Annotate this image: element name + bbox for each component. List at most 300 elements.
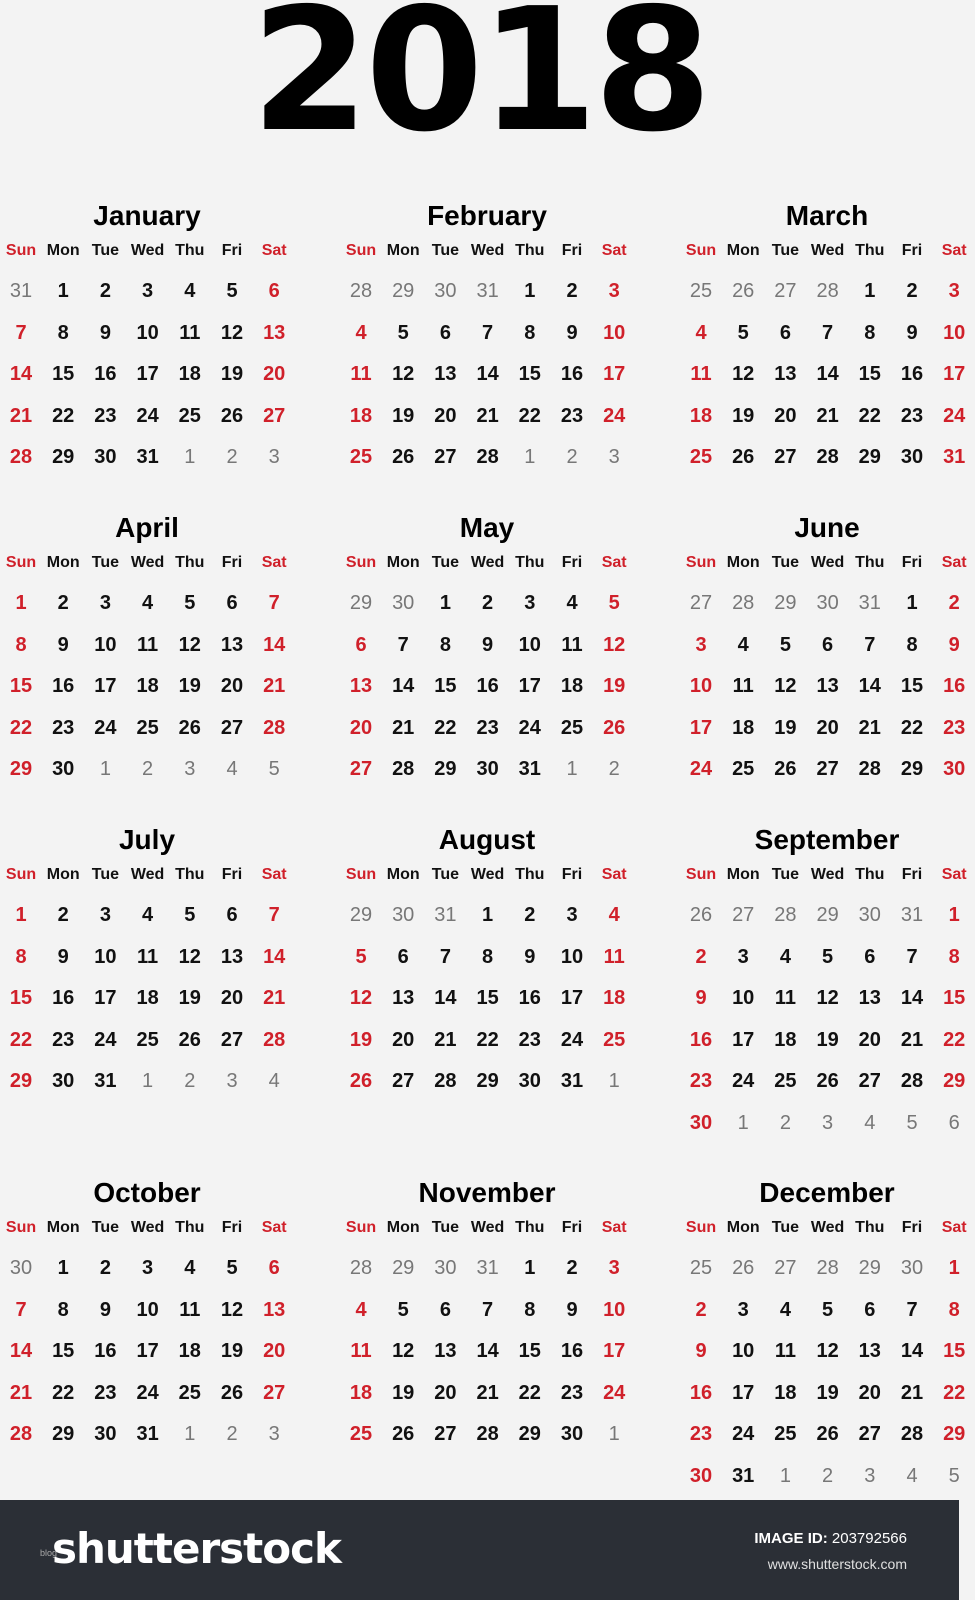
weekday-label: Fri [901, 866, 923, 883]
day-cell: 18 [136, 675, 159, 698]
day-cell: 26 [220, 1381, 244, 1404]
weekday-label: Fri [221, 242, 243, 259]
day-cell: 1 [524, 280, 536, 302]
day-cell: 14 [858, 675, 881, 698]
day-cell: 8 [15, 945, 27, 968]
day-cell: 16 [560, 1340, 584, 1363]
weekday-label: Wed [470, 242, 505, 259]
day-cell: 30 [434, 1257, 457, 1279]
day-cell: 22 [434, 716, 457, 739]
day-cell: 23 [689, 1423, 713, 1446]
day-cell: 13 [349, 675, 373, 698]
day-cell: 18 [178, 363, 201, 386]
weekday-label: Sun [685, 1219, 717, 1236]
day-cell: 27 [220, 716, 244, 739]
weekday-label: Sat [941, 1219, 967, 1236]
day-cell: 6 [226, 904, 238, 926]
day-cell: 9 [566, 321, 578, 344]
day-cell: 5 [268, 758, 280, 781]
day-cell: 1 [439, 592, 451, 614]
weekday-label: Sat [261, 1219, 287, 1236]
day-cell: 1 [184, 446, 196, 469]
day-cell: 9 [57, 633, 69, 656]
day-cell: 29 [392, 1257, 415, 1279]
day-cell: 9 [57, 945, 69, 968]
day-cell: 17 [943, 363, 966, 386]
day-cell: 10 [603, 1298, 626, 1321]
day-cell: 15 [9, 987, 33, 1010]
day-cell: 1 [142, 1070, 154, 1093]
weekday-label: Mon [46, 1219, 80, 1236]
day-cell: 9 [948, 633, 960, 656]
day-cell: 5 [822, 1298, 834, 1321]
weekday-label: Wed [470, 1219, 505, 1236]
weekday-label: Sat [941, 242, 967, 259]
day-cell: 5 [184, 592, 196, 614]
day-cell: 13 [434, 363, 457, 386]
weekday-label: Sun [685, 554, 717, 571]
day-cell: 11 [179, 321, 201, 344]
weekday-label: Sun [685, 242, 717, 259]
day-cell: 20 [816, 716, 839, 739]
day-cell: 30 [434, 280, 457, 302]
day-cell: 16 [518, 987, 541, 1010]
day-cell: 3 [608, 280, 620, 302]
weekday-label: Tue [91, 866, 120, 883]
day-cell: 24 [518, 716, 541, 739]
day-cell: 5 [737, 321, 749, 344]
weekday-label: Tue [431, 554, 460, 571]
day-cell: 29 [9, 1070, 33, 1093]
day-cell: 5 [226, 280, 238, 302]
day-cell: 23 [94, 404, 117, 427]
weekday-label: Wed [810, 866, 845, 883]
day-cell: 10 [94, 945, 117, 968]
day-cell: 16 [560, 363, 584, 386]
day-cell: 17 [94, 675, 117, 698]
day-cell: 26 [349, 1070, 373, 1093]
day-cell: 8 [57, 1298, 69, 1321]
day-cell: 3 [695, 633, 707, 656]
weekday-label: Mon [46, 554, 80, 571]
weekday-label: Sun [345, 1219, 377, 1236]
day-cell: 6 [779, 321, 791, 344]
day-cell: 17 [732, 1381, 755, 1404]
day-cell: 1 [864, 280, 876, 302]
weekday-label: Fri [561, 554, 583, 571]
day-cell: 24 [943, 404, 966, 427]
weekday-label: Wed [470, 554, 505, 571]
weekday-label: Tue [771, 866, 800, 883]
day-cell: 18 [349, 1381, 373, 1404]
month-name: March [785, 200, 869, 231]
day-cell: 11 [774, 1340, 796, 1363]
day-cell: 17 [603, 1340, 626, 1363]
day-cell: 3 [566, 904, 578, 926]
day-cell: 2 [99, 280, 111, 302]
day-cell: 29 [858, 1257, 881, 1279]
day-cell: 25 [689, 280, 713, 302]
day-cell: 22 [943, 1381, 966, 1404]
day-cell: 25 [178, 404, 201, 427]
day-cell: 22 [858, 404, 881, 427]
day-cell: 12 [178, 633, 201, 656]
day-cell: 16 [689, 1028, 713, 1051]
day-cell: 2 [695, 1298, 707, 1321]
weekday-label: Mon [726, 242, 760, 259]
day-cell: 31 [136, 1423, 159, 1446]
day-cell: 8 [948, 1298, 960, 1321]
weekday-label: Wed [810, 1219, 845, 1236]
day-cell: 18 [689, 404, 713, 427]
day-cell: 22 [518, 404, 541, 427]
day-cell: 7 [268, 904, 280, 926]
day-cell: 13 [816, 675, 839, 698]
day-cell: 30 [392, 904, 415, 926]
year-title: 2018 [250, 0, 709, 170]
day-cell: 20 [434, 404, 457, 427]
day-cell: 5 [906, 1112, 918, 1134]
day-cell: 13 [434, 1340, 457, 1363]
day-cell: 4 [184, 1257, 196, 1279]
day-cell: 23 [943, 716, 966, 739]
day-cell: 2 [906, 280, 918, 302]
day-cell: 7 [15, 1298, 27, 1321]
weekday-label: Sat [601, 866, 627, 883]
day-cell: 16 [943, 675, 966, 698]
day-cell: 15 [858, 363, 881, 386]
weekday-label: Sun [5, 866, 37, 883]
day-cell: 13 [220, 633, 244, 656]
day-cell: 29 [943, 1070, 966, 1093]
day-cell: 16 [52, 987, 75, 1010]
day-cell: 14 [900, 987, 924, 1010]
day-cell: 28 [392, 758, 415, 781]
day-cell: 8 [524, 1298, 536, 1321]
day-cell: 5 [608, 592, 620, 614]
day-cell: 17 [732, 1028, 755, 1051]
day-cell: 5 [226, 1257, 238, 1279]
site-url: www.shutterstock.com [767, 1556, 907, 1572]
day-cell: 4 [695, 321, 707, 344]
weekday-label: Thu [515, 866, 545, 883]
day-cell: 24 [136, 404, 159, 427]
weekday-label: Mon [386, 866, 420, 883]
day-cell: 24 [603, 1381, 626, 1404]
day-cell: 15 [476, 987, 499, 1010]
day-cell: 19 [392, 404, 415, 427]
weekday-label: Mon [726, 554, 760, 571]
day-cell: 1 [948, 904, 960, 926]
weekday-label: Thu [855, 242, 885, 259]
day-cell: 1 [57, 1257, 69, 1279]
day-cell: 25 [560, 716, 584, 739]
day-cell: 16 [94, 1340, 117, 1363]
day-cell: 15 [900, 675, 924, 698]
weekday-label: Sun [5, 1219, 37, 1236]
weekday-label: Mon [726, 1219, 760, 1236]
day-cell: 27 [434, 446, 457, 469]
day-cell: 19 [816, 1381, 839, 1404]
day-cell: 7 [268, 592, 280, 614]
weekday-label: Thu [855, 1219, 885, 1236]
day-cell: 6 [864, 1298, 876, 1321]
day-cell: 26 [774, 758, 797, 781]
weekday-label: Fri [561, 1219, 583, 1236]
day-cell: 30 [392, 592, 415, 614]
weekday-label: Sat [601, 554, 627, 571]
day-cell: 28 [774, 904, 797, 926]
day-cell: 20 [220, 987, 244, 1010]
day-cell: 26 [689, 904, 713, 926]
day-cell: 12 [603, 633, 626, 656]
month-name: May [459, 512, 515, 543]
day-cell: 23 [52, 1028, 75, 1051]
day-cell: 23 [476, 716, 499, 739]
day-cell: 2 [57, 904, 69, 926]
image-id-label: IMAGE ID: [754, 1530, 828, 1547]
day-cell: 14 [476, 363, 499, 386]
day-cell: 27 [263, 404, 286, 427]
day-cell: 25 [774, 1423, 797, 1446]
day-cell: 31 [732, 1465, 755, 1487]
day-cell: 28 [816, 280, 839, 302]
day-cell: 2 [57, 592, 69, 614]
day-cell: 19 [349, 1028, 373, 1051]
day-cell: 30 [52, 758, 75, 781]
day-cell: 26 [178, 716, 201, 739]
day-cell: 6 [268, 280, 280, 302]
day-cell: 9 [524, 945, 536, 968]
weekday-header [680, 242, 974, 264]
weekday-label: Sat [941, 866, 967, 883]
weekday-label: Fri [221, 1219, 243, 1236]
day-cell: 27 [689, 592, 713, 614]
day-cell: 1 [608, 1423, 620, 1446]
day-cell: 3 [184, 758, 196, 781]
day-cell: 31 [518, 758, 541, 781]
weekday-label: Thu [515, 1219, 545, 1236]
day-cell: 17 [603, 363, 626, 386]
image-id-value: 203792566 [831, 1530, 907, 1547]
day-cell: 29 [858, 446, 881, 469]
day-cell: 2 [184, 1070, 196, 1093]
day-cell: 24 [603, 404, 626, 427]
day-cell: 27 [392, 1070, 415, 1093]
day-cell: 31 [434, 904, 457, 926]
day-cell: 28 [434, 1070, 457, 1093]
day-cell: 7 [822, 321, 834, 344]
day-cell: 21 [858, 716, 881, 739]
day-cell: 21 [900, 1028, 924, 1051]
month-name: January [93, 200, 201, 231]
weekday-label: Wed [810, 554, 845, 571]
weekday-header [0, 242, 294, 264]
day-cell: 23 [560, 1381, 584, 1404]
day-cell: 12 [774, 675, 797, 698]
day-cell: 14 [816, 363, 839, 386]
weekday-label: Mon [386, 242, 420, 259]
month-name: September [754, 824, 900, 855]
day-cell: 21 [476, 404, 499, 427]
day-cell: 4 [355, 321, 367, 344]
day-cell: 7 [15, 321, 27, 344]
day-cell: 12 [392, 1340, 415, 1363]
day-cell: 1 [779, 1465, 791, 1487]
day-cell: 20 [858, 1381, 881, 1404]
day-cell: 10 [560, 945, 584, 968]
weekday-label: Sun [5, 242, 37, 259]
day-cell: 5 [355, 945, 367, 968]
day-cell: 3 [524, 592, 536, 614]
day-cell: 30 [900, 446, 924, 469]
day-cell: 26 [816, 1423, 839, 1446]
day-cell: 13 [392, 987, 415, 1010]
day-cell: 29 [900, 758, 924, 781]
watermark-footer [0, 1500, 959, 1600]
day-cell: 25 [689, 446, 713, 469]
day-cell: 8 [57, 321, 69, 344]
day-cell: 8 [948, 945, 960, 968]
day-cell: 6 [226, 592, 238, 614]
day-cell: 20 [263, 363, 286, 386]
weekday-label: Sat [941, 554, 967, 571]
day-cell: 30 [52, 1070, 75, 1093]
day-cell: 23 [518, 1028, 541, 1051]
weekday-header [340, 866, 634, 888]
day-cell: 28 [9, 1423, 33, 1446]
day-cell: 24 [560, 1028, 584, 1051]
day-cell: 31 [9, 280, 33, 302]
day-cell: 13 [263, 321, 286, 344]
day-cell: 31 [136, 446, 159, 469]
weekday-label: Fri [561, 242, 583, 259]
day-cell: 19 [392, 1381, 415, 1404]
weekday-label: Tue [91, 1219, 120, 1236]
day-cell: 11 [350, 1340, 372, 1363]
day-cell: 22 [900, 716, 924, 739]
day-cell: 5 [822, 945, 834, 968]
day-cell: 18 [560, 675, 584, 698]
day-cell: 25 [349, 1423, 373, 1446]
day-cell: 2 [142, 758, 154, 781]
day-cell: 8 [864, 321, 876, 344]
day-cell: 21 [476, 1381, 499, 1404]
day-cell: 22 [52, 1381, 75, 1404]
day-cell: 30 [94, 446, 117, 469]
day-cell: 22 [476, 1028, 499, 1051]
weekday-header [680, 554, 974, 576]
weekday-label: Wed [130, 554, 165, 571]
day-cell: 25 [732, 758, 755, 781]
day-cell: 27 [774, 1257, 797, 1279]
day-cell: 6 [864, 945, 876, 968]
image-id [754, 1530, 907, 1547]
day-cell: 4 [268, 1070, 280, 1093]
weekday-label: Wed [810, 242, 845, 259]
month-name: October [93, 1177, 201, 1208]
day-cell: 18 [603, 987, 626, 1010]
weekday-header [340, 554, 634, 576]
day-cell: 29 [392, 280, 415, 302]
day-cell: 1 [99, 758, 111, 781]
month-name: August [438, 824, 536, 855]
day-cell: 10 [94, 633, 117, 656]
day-cell: 19 [178, 987, 201, 1010]
weekday-label: Sat [261, 554, 287, 571]
day-cell: 4 [142, 592, 154, 614]
weekday-label: Mon [726, 866, 760, 883]
month-name: November [418, 1177, 556, 1208]
day-cell: 4 [608, 904, 620, 926]
day-cell: 8 [15, 633, 27, 656]
day-cell: 8 [482, 945, 494, 968]
day-cell: 27 [774, 446, 797, 469]
day-cell: 7 [482, 1298, 494, 1321]
day-cell: 7 [906, 945, 918, 968]
day-cell: 10 [943, 321, 966, 344]
day-cell: 14 [9, 363, 33, 386]
day-cell: 16 [52, 675, 75, 698]
day-cell: 12 [816, 1340, 839, 1363]
day-cell: 4 [566, 592, 578, 614]
day-cell: 6 [268, 1257, 280, 1279]
day-cell: 30 [689, 1465, 713, 1487]
day-cell: 6 [948, 1112, 960, 1134]
day-cell: 27 [858, 1423, 881, 1446]
day-cell: 14 [476, 1340, 499, 1363]
day-cell: 18 [349, 404, 373, 427]
day-cell: 29 [434, 758, 457, 781]
weekday-header [680, 866, 974, 888]
day-cell: 11 [603, 945, 625, 968]
day-cell: 30 [858, 904, 881, 926]
month-name: February [427, 200, 547, 231]
day-cell: 21 [392, 716, 415, 739]
day-cell: 4 [906, 1465, 918, 1487]
weekday-label: Wed [130, 242, 165, 259]
day-cell: 28 [900, 1423, 924, 1446]
day-cell: 27 [816, 758, 839, 781]
day-cell: 10 [518, 633, 541, 656]
day-cell: 3 [268, 1423, 280, 1446]
day-cell: 24 [136, 1381, 159, 1404]
day-cell: 2 [566, 280, 578, 302]
day-cell: 10 [689, 675, 713, 698]
day-cell: 22 [518, 1381, 541, 1404]
day-cell: 30 [9, 1257, 33, 1279]
day-cell: 18 [178, 1340, 201, 1363]
weekday-label: Fri [901, 1219, 923, 1236]
day-cell: 5 [397, 321, 409, 344]
day-cell: 23 [52, 716, 75, 739]
day-cell: 10 [732, 987, 755, 1010]
day-cell: 19 [220, 1340, 244, 1363]
day-cell: 24 [689, 758, 713, 781]
month-name: December [759, 1177, 895, 1208]
day-cell: 10 [732, 1340, 755, 1363]
day-cell: 20 [349, 716, 373, 739]
weekday-header [0, 1219, 294, 1241]
day-cell: 28 [476, 1423, 499, 1446]
day-cell: 14 [263, 945, 286, 968]
day-cell: 31 [560, 1070, 584, 1093]
day-cell: 20 [774, 404, 797, 427]
day-cell: 22 [9, 716, 33, 739]
day-cell: 1 [737, 1112, 749, 1134]
weekday-label: Mon [386, 1219, 420, 1236]
weekday-label: Fri [901, 242, 923, 259]
